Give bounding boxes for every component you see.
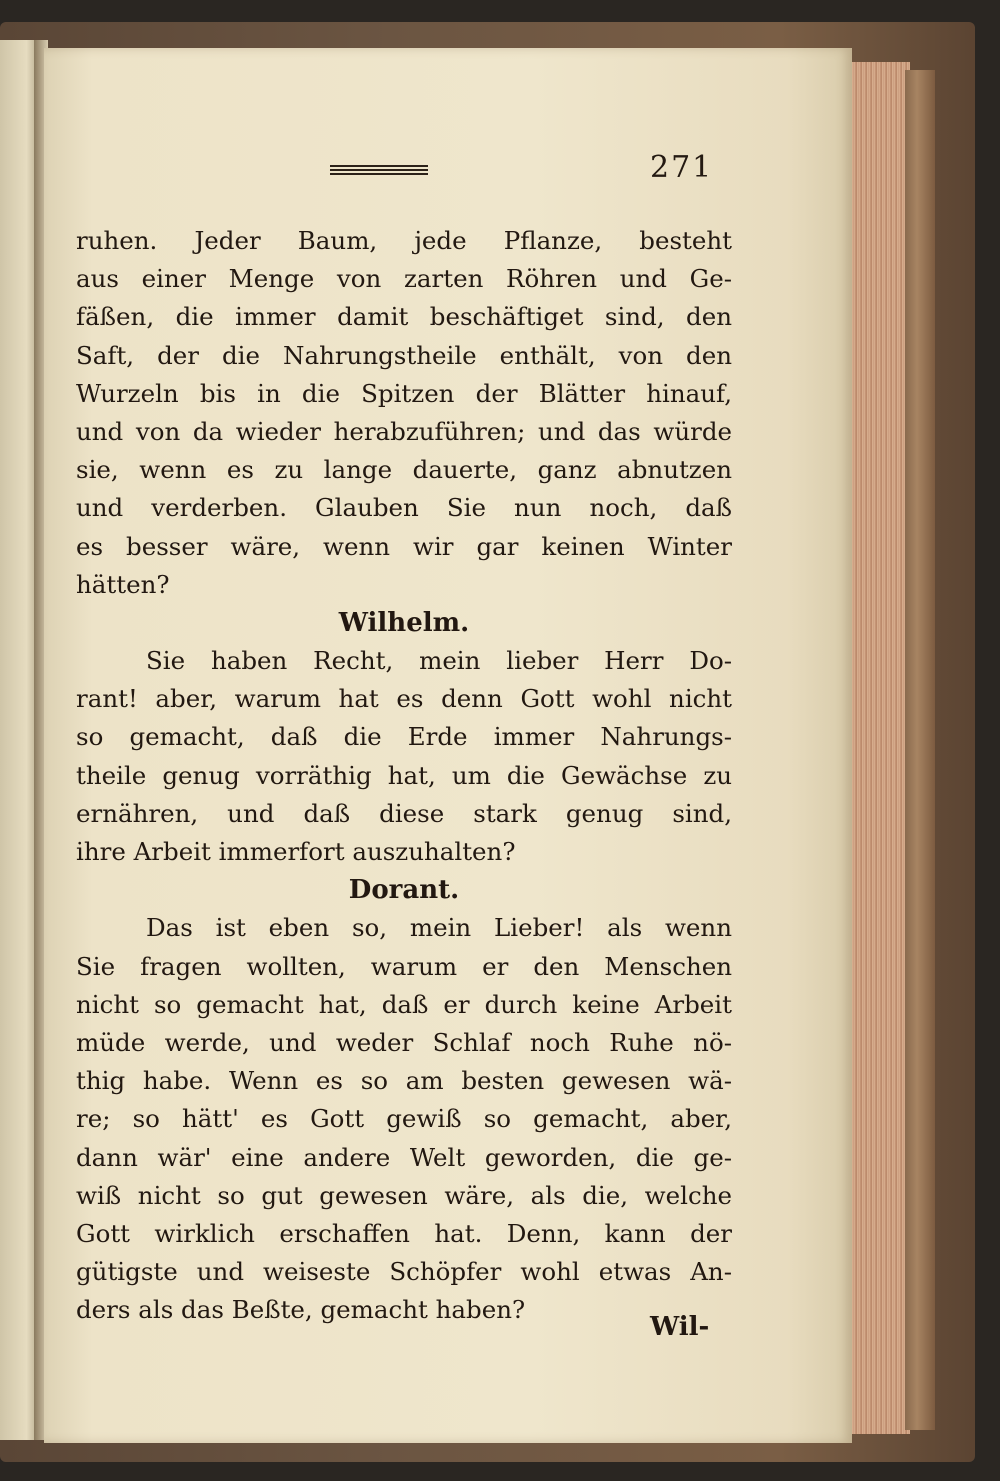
text-line: es besser wäre, wenn wir gar keinen Winter [76, 531, 732, 561]
text-line: wiß nicht so gut gewesen wäre, als die, welche [76, 1180, 732, 1210]
text-line: gütigste und weiseste Schöpfer wohl etwas An- [76, 1257, 732, 1287]
speaker-heading: Wilhelm. [338, 607, 470, 638]
text-line: und verderben. Glauben Sie nun noch, daß [76, 493, 732, 523]
text-line: fäßen, die immer damit beschäftiget sind, den [76, 302, 732, 332]
text-line: Sie haben Recht, mein lieber Herr Do- [146, 646, 732, 676]
page-number: 271 [650, 150, 714, 185]
text-line: Saft, der die Nahrungstheile enthält, von den [76, 340, 732, 370]
text-line: aus einer Menge von zarten Röhren und Ge- [76, 264, 732, 294]
header-ornament [330, 165, 428, 177]
text-line: ruhen. Jeder Baum, jede Pflanze, besteht [76, 226, 732, 255]
speaker-heading: Dorant. [348, 875, 460, 906]
left-page-edge [0, 40, 38, 1440]
page-edges [848, 62, 910, 1434]
text-line: Sie fragen wollten, warum er den Menschen [76, 951, 732, 981]
text-line: nicht so gemacht hat, daß er durch keine Arbeit [76, 989, 732, 1019]
text-line: thig habe. Wenn es so am besten gewesen wä- [76, 1066, 732, 1096]
spine-shadow [905, 70, 935, 1430]
text-line: sie, wenn es zu lange dauerte, ganz abnutzen [76, 455, 732, 485]
text-line: hätten? [76, 569, 170, 599]
text-line: müde werde, und weder Schlaf noch Ruhe nö- [76, 1027, 732, 1057]
text-line: Das ist eben so, mein Lieber! als wenn [146, 913, 732, 943]
text-line: ders als das Beßte, gemacht haben? [76, 1295, 526, 1325]
catchword: Wil- [650, 1312, 710, 1342]
text-line: so gemacht, daß die Erde immer Nahrungs- [76, 722, 732, 752]
text-line: Gott wirklich erschaffen hat. Denn, kann der [76, 1218, 732, 1248]
text-line: rant! aber, warum hat es denn Gott wohl nicht [76, 684, 732, 714]
text-line: Wurzeln bis in die Spitzen der Blätter hinauf, [76, 378, 732, 408]
text-line: ihre Arbeit immerfort auszuhalten? [76, 837, 516, 866]
text-line: theile genug vorräthig hat, um die Gewächse zu [76, 760, 732, 790]
page-text [76, 222, 732, 1329]
text-line: dann wär' eine andere Welt geworden, die ge- [76, 1142, 732, 1172]
text-line: re; so hätt' es Gott gewiß so gemacht, aber, [76, 1104, 732, 1134]
text-line: ernähren, und daß diese stark genug sind, [76, 798, 732, 828]
text-line: und von da wieder herabzuführen; und das würde [76, 416, 732, 446]
